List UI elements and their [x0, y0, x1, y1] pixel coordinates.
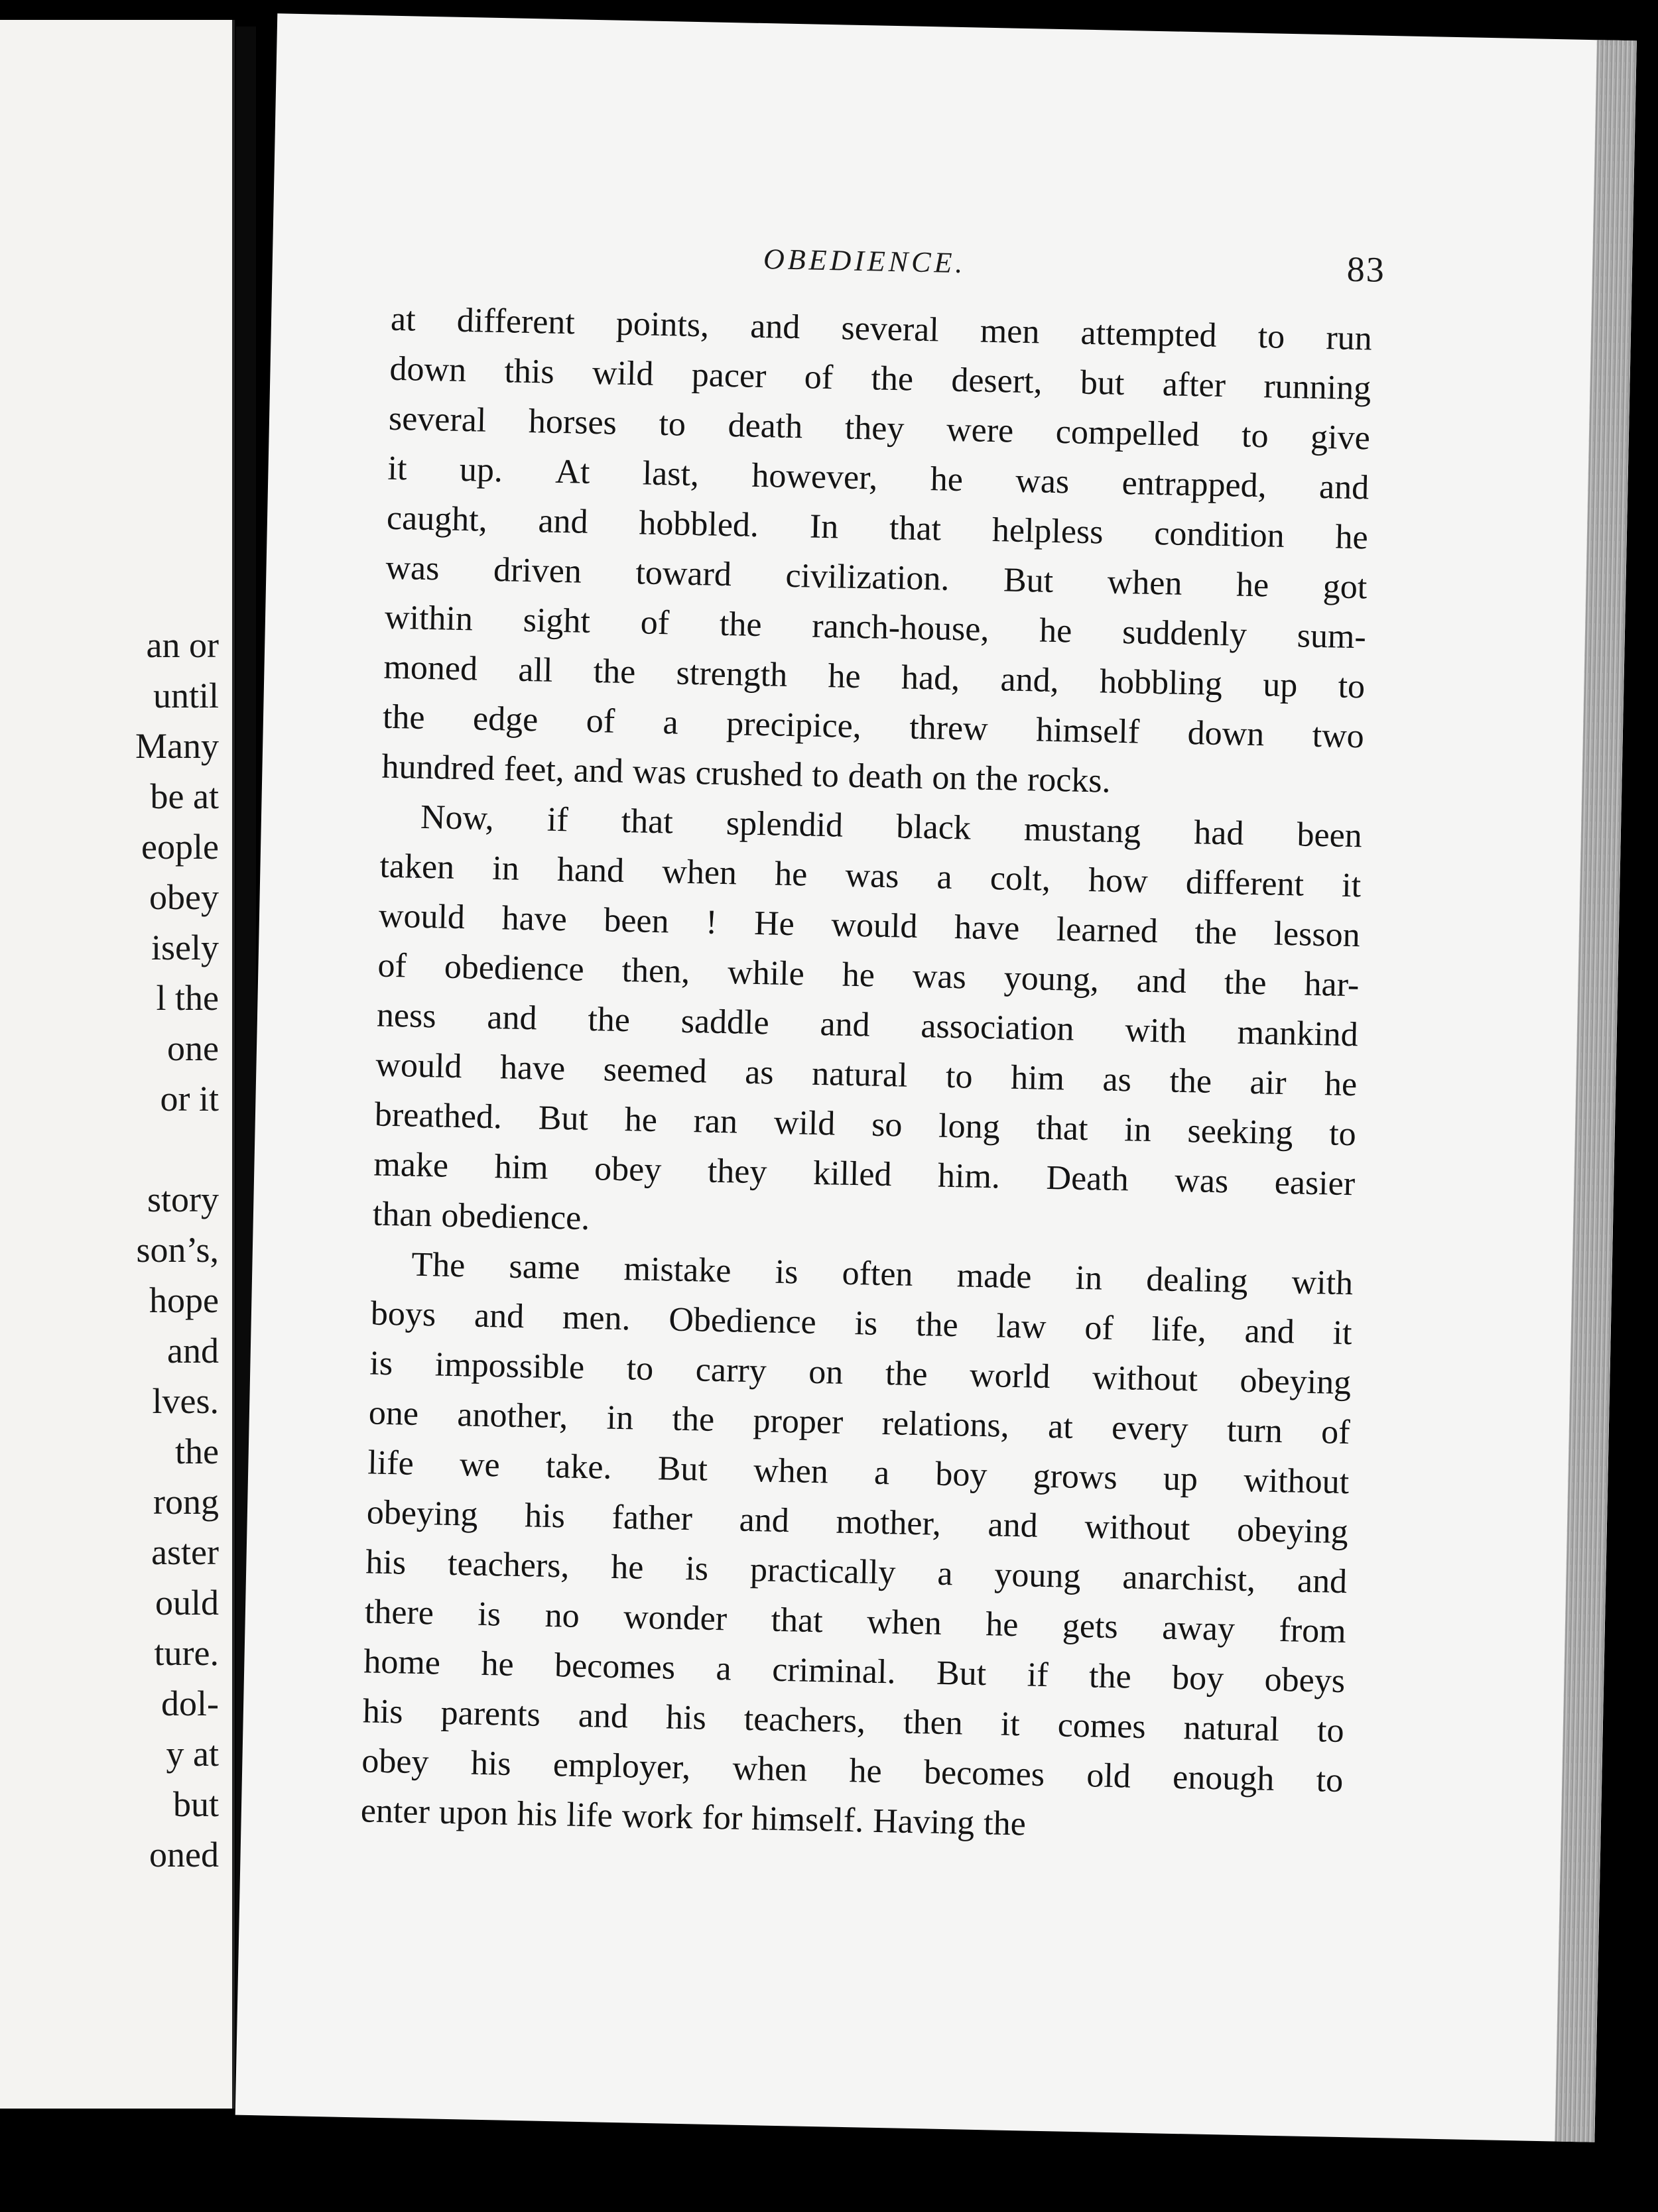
left-line: an or: [146, 625, 219, 665]
left-line: oned: [149, 1835, 219, 1874]
left-line: aster: [151, 1532, 219, 1572]
text-line: it up. At last, however, he was entrapped, and: [387, 449, 1370, 507]
text-line: than obedience.: [372, 1195, 590, 1238]
left-line: lves.: [152, 1381, 219, 1421]
left-line: hope: [149, 1280, 219, 1320]
paragraph: [381, 294, 1373, 812]
left-line: ould: [155, 1583, 219, 1623]
page-edges: [1555, 40, 1637, 2142]
left-line: l the: [156, 978, 219, 1018]
left-line: eople: [141, 827, 219, 867]
text-line: his parents and his teachers, then it comes natural to: [362, 1692, 1345, 1751]
text-line: Now, if that splendid black mustang had been: [420, 798, 1363, 855]
left-line: until: [153, 676, 219, 715]
left-paragraph-gap: [0, 1124, 219, 1174]
running-head-title: OBEDIENCE.: [763, 243, 966, 280]
left-line: isely: [151, 928, 219, 967]
left-line: one: [167, 1028, 219, 1068]
left-line: be at: [150, 776, 219, 816]
text-line: would have seemed as natural to him as the air he: [375, 1046, 1358, 1104]
left-page-fragment: [0, 20, 235, 2109]
text-line: there is no wonder that when he gets away from: [364, 1593, 1347, 1651]
left-line: but: [172, 1784, 219, 1824]
text-line: obeying his father and mother, and without obeying: [366, 1493, 1349, 1552]
left-line: ture.: [154, 1633, 219, 1673]
text-line: within sight of the ranch-house, he suddenly sum-: [384, 598, 1367, 656]
left-line: Many: [135, 726, 219, 766]
paragraph: [360, 1239, 1354, 1855]
text-line: was driven toward civilization. But when he got: [385, 548, 1368, 607]
text-line: moned all the strength he had, and, hobbling up to: [383, 648, 1366, 706]
text-line: several horses to death they were compelled to give: [388, 399, 1371, 458]
text-line: one another, in the proper relations, at every turn of: [368, 1394, 1351, 1452]
text-line: at different points, and several men attempted to run: [390, 300, 1373, 358]
left-line: obey: [149, 877, 219, 917]
text-line: home he becomes a criminal. But if the boy obeys: [363, 1642, 1346, 1701]
text-line: would have been ! He would have learned the lesson: [378, 896, 1361, 955]
text-line: caught, and hobbled. In that helpless condition he: [386, 499, 1369, 557]
page-number: 83: [1346, 249, 1386, 290]
text-line: breathed. But he ran wild so long that in seeking to: [374, 1095, 1357, 1154]
left-page-text: [0, 620, 219, 1880]
text-line: is impossible to carry on the world without obeying: [369, 1344, 1352, 1402]
text-line: The same mistake is often made in dealing with: [411, 1245, 1354, 1303]
left-line: dol-: [161, 1684, 219, 1723]
left-line: son’s,: [136, 1230, 219, 1270]
text-line: hundred feet, and was crushed to death on the rocks.: [381, 747, 1112, 800]
left-line: y at: [166, 1734, 219, 1774]
text-line: make him obey they killed him. Death was easier: [373, 1145, 1356, 1203]
running-head: [272, 232, 1632, 306]
text-line: life we take. But when a boy grows up without: [367, 1444, 1350, 1502]
text-line: down this wild pacer of the desert, but after running: [389, 349, 1371, 408]
left-line: and: [167, 1331, 219, 1371]
right-page: [235, 13, 1637, 2142]
body-text: [360, 294, 1372, 1855]
text-line: taken in hand when he was a colt, how different it: [379, 847, 1362, 905]
left-line: rong: [153, 1482, 219, 1522]
left-line: or it: [160, 1079, 219, 1119]
text-line: obey his employer, when he becomes old enough to: [361, 1742, 1344, 1800]
text-line: of obedience then, while he was young, and the har-: [377, 946, 1360, 1005]
left-line: story: [147, 1180, 219, 1219]
text-line: enter upon his life work for himself. Having the: [360, 1792, 1027, 1843]
text-line: boys and men. Obedience is the law of life, and it: [370, 1294, 1353, 1353]
left-line: the: [175, 1432, 219, 1471]
text-line: the edge of a precipice, threw himself down two: [382, 698, 1365, 756]
text-line: ness and the saddle and association with mankind: [376, 996, 1359, 1054]
paragraph: [372, 792, 1362, 1259]
text-line: his teachers, he is practically a young anarchist, and: [365, 1543, 1348, 1601]
